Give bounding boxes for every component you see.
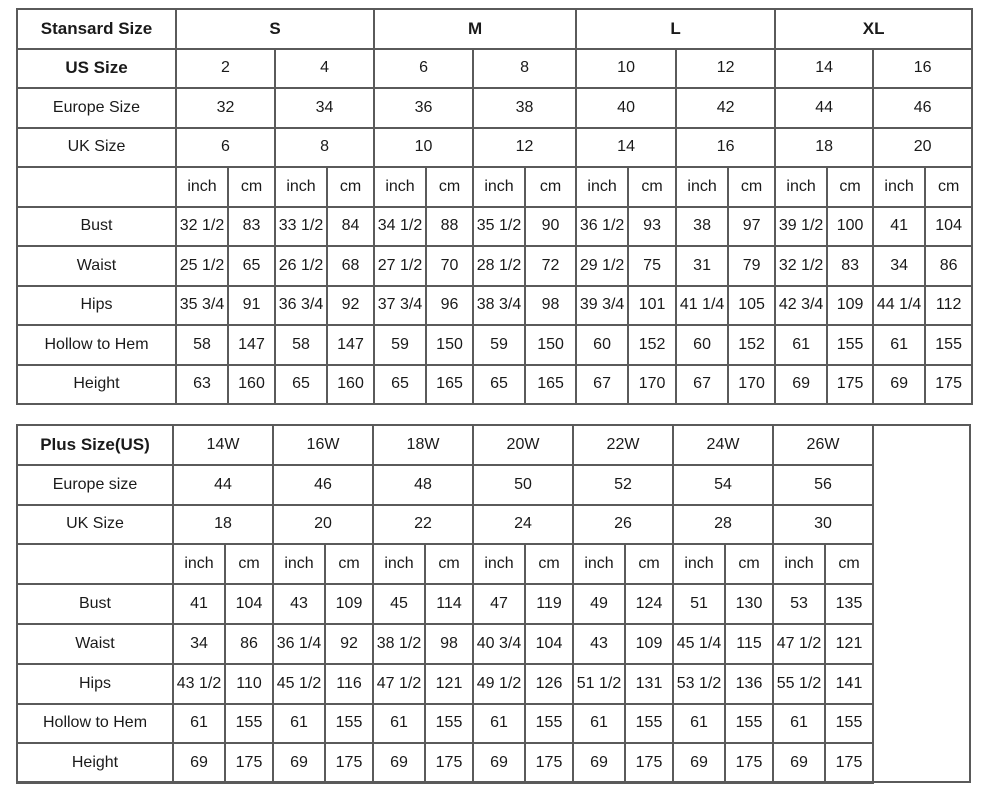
measure-inch-cell: 38 3/4 <box>473 286 525 326</box>
measure-inch-cell: 33 1/2 <box>275 207 327 247</box>
measure-cm-cell: 97 <box>728 207 775 247</box>
unit-cm: cm <box>827 167 873 207</box>
europe-size-label: Europe Size <box>17 88 176 128</box>
unit-inch: inch <box>173 544 225 584</box>
measure-inch-cell: 58 <box>176 325 228 365</box>
us-size-cell: 16 <box>873 49 972 89</box>
measure-inch-cell: 69 <box>273 743 325 783</box>
measure-inch-cell: 61 <box>873 325 925 365</box>
measure-inch-cell: 34 <box>873 246 925 286</box>
measure-label: Hollow to Hem <box>17 325 176 365</box>
measure-cm-cell: 175 <box>725 743 773 783</box>
measure-cm-cell: 68 <box>327 246 374 286</box>
plus-measure-row <box>17 704 972 744</box>
measure-inch-cell: 28 1/2 <box>473 246 525 286</box>
measure-inch-cell: 61 <box>673 704 725 744</box>
measure-label: Waist <box>17 246 176 286</box>
measure-cm-cell: 175 <box>925 365 972 405</box>
measure-cm-cell: 119 <box>525 584 573 624</box>
measure-inch-cell: 26 1/2 <box>275 246 327 286</box>
measure-inch-cell: 25 1/2 <box>176 246 228 286</box>
measure-inch-cell: 69 <box>873 365 925 405</box>
europe-size-cell: 44 <box>775 88 873 128</box>
plus-europe-cell: 50 <box>473 465 573 505</box>
measure-cm-cell: 86 <box>925 246 972 286</box>
measure-label: Height <box>17 743 173 783</box>
measure-inch-cell: 51 1/2 <box>573 664 625 704</box>
measure-cm-cell: 121 <box>425 664 473 704</box>
measure-cm-cell: 70 <box>426 246 473 286</box>
measure-cm-cell: 83 <box>228 207 275 247</box>
plus-uk-cell: 24 <box>473 505 573 545</box>
plus-uk-cell: 22 <box>373 505 473 545</box>
measure-cm-cell: 92 <box>325 624 373 664</box>
measure-inch-cell: 44 1/4 <box>873 286 925 326</box>
uk-size-cell: 6 <box>176 128 275 168</box>
plus-us-cell: 26W <box>773 425 873 465</box>
measure-cm-cell: 110 <box>225 664 273 704</box>
measure-cm-cell: 160 <box>327 365 374 405</box>
unit-cm: cm <box>628 167 676 207</box>
measure-cm-cell: 155 <box>525 704 573 744</box>
measure-cm-cell: 155 <box>625 704 673 744</box>
plus-us-row <box>17 425 972 465</box>
us-size-label: US Size <box>17 49 176 89</box>
measure-cm-cell: 72 <box>525 246 576 286</box>
unit-cm: cm <box>925 167 972 207</box>
measure-cm-cell: 141 <box>825 664 873 704</box>
plus-us-cell: 16W <box>273 425 373 465</box>
plus-europe-cell: 56 <box>773 465 873 505</box>
plus-measure-row <box>17 624 972 664</box>
us-size-row <box>17 49 972 89</box>
measure-cm-cell: 152 <box>628 325 676 365</box>
measure-inch-cell: 60 <box>576 325 628 365</box>
measure-label: Bust <box>17 584 173 624</box>
measure-inch-cell: 65 <box>275 365 327 405</box>
measure-inch-cell: 53 <box>773 584 825 624</box>
measure-inch-cell: 36 1/2 <box>576 207 628 247</box>
measure-inch-cell: 42 3/4 <box>775 286 827 326</box>
plus-size-label: Plus Size(US) <box>17 425 173 465</box>
measure-inch-cell: 37 3/4 <box>374 286 426 326</box>
europe-size-cell: 32 <box>176 88 275 128</box>
measure-cm-cell: 104 <box>925 207 972 247</box>
measure-label: Height <box>17 365 176 405</box>
measure-cm-cell: 96 <box>426 286 473 326</box>
measure-inch-cell: 36 1/4 <box>273 624 325 664</box>
uk-size-cell: 10 <box>374 128 473 168</box>
measure-inch-cell: 41 <box>173 584 225 624</box>
measure-cm-cell: 104 <box>525 624 573 664</box>
measure-cm-cell: 155 <box>825 704 873 744</box>
europe-size-row <box>17 88 972 128</box>
measure-cm-cell: 155 <box>325 704 373 744</box>
measure-inch-cell: 53 1/2 <box>673 664 725 704</box>
measure-cm-cell: 130 <box>725 584 773 624</box>
measure-inch-cell: 45 <box>373 584 425 624</box>
size-l-header: L <box>576 9 775 49</box>
unit-inch: inch <box>775 167 827 207</box>
standard-measure-row <box>17 286 972 326</box>
measure-inch-cell: 47 <box>473 584 525 624</box>
plus-size-table <box>16 424 972 784</box>
plus-us-cell: 24W <box>673 425 773 465</box>
plus-europe-label: Europe size <box>17 465 173 505</box>
uk-size-cell: 16 <box>676 128 775 168</box>
unit-cm: cm <box>625 544 673 584</box>
unit-inch: inch <box>576 167 628 207</box>
measure-cm-cell: 165 <box>426 365 473 405</box>
unit-cm: cm <box>426 167 473 207</box>
measure-label: Waist <box>17 624 173 664</box>
unit-cm: cm <box>425 544 473 584</box>
plus-uk-cell: 20 <box>273 505 373 545</box>
measure-cm-cell: 91 <box>228 286 275 326</box>
uk-size-cell: 18 <box>775 128 873 168</box>
plus-measure-row <box>17 584 972 624</box>
measure-inch-cell: 65 <box>473 365 525 405</box>
size-s-header: S <box>176 9 374 49</box>
measure-cm-cell: 92 <box>327 286 374 326</box>
measure-cm-cell: 175 <box>525 743 573 783</box>
unit-inch: inch <box>676 167 728 207</box>
measure-inch-cell: 47 1/2 <box>373 664 425 704</box>
plus-us-cell: 18W <box>373 425 473 465</box>
unit-inch: inch <box>573 544 625 584</box>
standard-size-header: Stansard Size <box>17 9 176 49</box>
unit-cm: cm <box>728 167 775 207</box>
measure-cm-cell: 170 <box>628 365 676 405</box>
unit-cm: cm <box>825 544 873 584</box>
measure-inch-cell: 47 1/2 <box>773 624 825 664</box>
measure-inch-cell: 51 <box>673 584 725 624</box>
measure-inch-cell: 45 1/4 <box>673 624 725 664</box>
measure-inch-cell: 32 1/2 <box>176 207 228 247</box>
size-letter-row <box>17 9 972 49</box>
unit-inch: inch <box>673 544 725 584</box>
measure-inch-cell: 43 <box>273 584 325 624</box>
measure-cm-cell: 84 <box>327 207 374 247</box>
measure-inch-cell: 41 1/4 <box>676 286 728 326</box>
uk-size-cell: 20 <box>873 128 972 168</box>
plus-europe-cell: 44 <box>173 465 273 505</box>
plus-measure-row <box>17 743 972 783</box>
unit-cm: cm <box>525 167 576 207</box>
unit-cm: cm <box>228 167 275 207</box>
measure-inch-cell: 34 <box>173 624 225 664</box>
measure-inch-cell: 32 1/2 <box>775 246 827 286</box>
plus-uk-cell: 18 <box>173 505 273 545</box>
plus-uk-cell: 26 <box>573 505 673 545</box>
measure-inch-cell: 63 <box>176 365 228 405</box>
unit-inch: inch <box>273 544 325 584</box>
measure-cm-cell: 121 <box>825 624 873 664</box>
measure-inch-cell: 61 <box>173 704 225 744</box>
europe-size-cell: 38 <box>473 88 576 128</box>
us-size-cell: 6 <box>374 49 473 89</box>
measure-cm-cell: 114 <box>425 584 473 624</box>
measure-cm-cell: 79 <box>728 246 775 286</box>
unit-inch: inch <box>374 167 426 207</box>
measure-cm-cell: 116 <box>325 664 373 704</box>
size-m-header: M <box>374 9 576 49</box>
measure-cm-cell: 175 <box>225 743 273 783</box>
measure-inch-cell: 61 <box>273 704 325 744</box>
measure-cm-cell: 88 <box>426 207 473 247</box>
measure-inch-cell: 69 <box>775 365 827 405</box>
unit-row-blank <box>17 167 176 207</box>
us-size-cell: 2 <box>176 49 275 89</box>
measure-cm-cell: 136 <box>725 664 773 704</box>
measure-cm-cell: 105 <box>728 286 775 326</box>
measure-cm-cell: 170 <box>728 365 775 405</box>
measure-inch-cell: 69 <box>173 743 225 783</box>
measure-cm-cell: 135 <box>825 584 873 624</box>
measure-cm-cell: 86 <box>225 624 273 664</box>
unit-cm: cm <box>725 544 773 584</box>
measure-inch-cell: 40 3/4 <box>473 624 525 664</box>
measure-inch-cell: 38 <box>676 207 728 247</box>
measure-cm-cell: 126 <box>525 664 573 704</box>
unit-inch: inch <box>773 544 825 584</box>
measure-inch-cell: 67 <box>676 365 728 405</box>
plus-europe-cell: 54 <box>673 465 773 505</box>
measure-inch-cell: 34 1/2 <box>374 207 426 247</box>
standard-measure-row <box>17 207 972 247</box>
us-size-cell: 10 <box>576 49 676 89</box>
us-size-cell: 8 <box>473 49 576 89</box>
measure-cm-cell: 165 <box>525 365 576 405</box>
plus-us-cell: 20W <box>473 425 573 465</box>
measure-inch-cell: 49 1/2 <box>473 664 525 704</box>
uk-size-cell: 12 <box>473 128 576 168</box>
measure-inch-cell: 43 <box>573 624 625 664</box>
measure-inch-cell: 45 1/2 <box>273 664 325 704</box>
plus-us-cell: 14W <box>173 425 273 465</box>
plus-europe-cell: 52 <box>573 465 673 505</box>
measure-cm-cell: 65 <box>228 246 275 286</box>
measure-cm-cell: 109 <box>827 286 873 326</box>
measure-inch-cell: 39 1/2 <box>775 207 827 247</box>
measure-cm-cell: 150 <box>525 325 576 365</box>
uk-size-cell: 14 <box>576 128 676 168</box>
measure-inch-cell: 69 <box>773 743 825 783</box>
measure-inch-cell: 69 <box>673 743 725 783</box>
measure-inch-cell: 49 <box>573 584 625 624</box>
unit-inch: inch <box>473 544 525 584</box>
measure-cm-cell: 155 <box>225 704 273 744</box>
plus-uk-label: UK Size <box>17 505 173 545</box>
measure-inch-cell: 67 <box>576 365 628 405</box>
measure-cm-cell: 155 <box>827 325 873 365</box>
unit-row <box>17 167 972 207</box>
measure-inch-cell: 41 <box>873 207 925 247</box>
standard-measure-row <box>17 325 972 365</box>
measure-cm-cell: 98 <box>525 286 576 326</box>
measure-inch-cell: 38 1/2 <box>373 624 425 664</box>
measure-inch-cell: 55 1/2 <box>773 664 825 704</box>
plus-europe-cell: 48 <box>373 465 473 505</box>
us-size-cell: 14 <box>775 49 873 89</box>
standard-measure-row <box>17 246 972 286</box>
unit-inch: inch <box>373 544 425 584</box>
unit-inch: inch <box>873 167 925 207</box>
measure-cm-cell: 112 <box>925 286 972 326</box>
measure-cm-cell: 90 <box>525 207 576 247</box>
europe-size-cell: 46 <box>873 88 972 128</box>
plus-uk-row <box>17 505 972 545</box>
uk-size-cell: 8 <box>275 128 374 168</box>
measure-cm-cell: 160 <box>228 365 275 405</box>
measure-inch-cell: 61 <box>473 704 525 744</box>
measure-inch-cell: 69 <box>573 743 625 783</box>
europe-size-cell: 42 <box>676 88 775 128</box>
plus-empty-area <box>873 425 972 584</box>
plus-measure-row <box>17 664 972 704</box>
unit-inch: inch <box>473 167 525 207</box>
measure-cm-cell: 115 <box>725 624 773 664</box>
europe-size-cell: 34 <box>275 88 374 128</box>
measure-cm-cell: 155 <box>925 325 972 365</box>
us-size-cell: 12 <box>676 49 775 89</box>
measure-inch-cell: 29 1/2 <box>576 246 628 286</box>
measure-cm-cell: 83 <box>827 246 873 286</box>
standard-measure-row <box>17 365 972 405</box>
measure-cm-cell: 104 <box>225 584 273 624</box>
measure-inch-cell: 31 <box>676 246 728 286</box>
measure-inch-cell: 61 <box>775 325 827 365</box>
measure-inch-cell: 59 <box>374 325 426 365</box>
measure-inch-cell: 36 3/4 <box>275 286 327 326</box>
unit-cm: cm <box>325 544 373 584</box>
standard-size-table <box>16 8 973 405</box>
unit-inch: inch <box>176 167 228 207</box>
measure-inch-cell: 39 3/4 <box>576 286 628 326</box>
measure-label: Hips <box>17 286 176 326</box>
measure-inch-cell: 27 1/2 <box>374 246 426 286</box>
unit-cm: cm <box>225 544 273 584</box>
plus-uk-cell: 30 <box>773 505 873 545</box>
measure-cm-cell: 109 <box>325 584 373 624</box>
measure-inch-cell: 58 <box>275 325 327 365</box>
plus-europe-row <box>17 465 972 505</box>
europe-size-cell: 40 <box>576 88 676 128</box>
measure-cm-cell: 98 <box>425 624 473 664</box>
measure-cm-cell: 175 <box>827 365 873 405</box>
us-size-cell: 4 <box>275 49 374 89</box>
measure-cm-cell: 150 <box>426 325 473 365</box>
plus-uk-cell: 28 <box>673 505 773 545</box>
measure-cm-cell: 152 <box>728 325 775 365</box>
measure-cm-cell: 93 <box>628 207 676 247</box>
measure-inch-cell: 35 1/2 <box>473 207 525 247</box>
measure-cm-cell: 131 <box>625 664 673 704</box>
measure-label: Bust <box>17 207 176 247</box>
measure-cm-cell: 147 <box>228 325 275 365</box>
measure-cm-cell: 175 <box>325 743 373 783</box>
europe-size-cell: 36 <box>374 88 473 128</box>
measure-cm-cell: 100 <box>827 207 873 247</box>
plus-europe-cell: 46 <box>273 465 373 505</box>
measure-inch-cell: 69 <box>473 743 525 783</box>
uk-size-row <box>17 128 972 168</box>
measure-cm-cell: 109 <box>625 624 673 664</box>
measure-inch-cell: 59 <box>473 325 525 365</box>
measure-inch-cell: 35 3/4 <box>176 286 228 326</box>
measure-inch-cell: 43 1/2 <box>173 664 225 704</box>
measure-label: Hollow to Hem <box>17 704 173 744</box>
measure-inch-cell: 61 <box>773 704 825 744</box>
uk-size-label: UK Size <box>17 128 176 168</box>
measure-cm-cell: 155 <box>425 704 473 744</box>
measure-cm-cell: 175 <box>425 743 473 783</box>
unit-inch: inch <box>275 167 327 207</box>
measure-inch-cell: 65 <box>374 365 426 405</box>
measure-cm-cell: 124 <box>625 584 673 624</box>
measure-inch-cell: 61 <box>573 704 625 744</box>
measure-inch-cell: 61 <box>373 704 425 744</box>
size-xl-header: XL <box>775 9 972 49</box>
plus-us-cell: 22W <box>573 425 673 465</box>
measure-cm-cell: 101 <box>628 286 676 326</box>
measure-label: Hips <box>17 664 173 704</box>
unit-cm: cm <box>525 544 573 584</box>
unit-cm: cm <box>327 167 374 207</box>
measure-cm-cell: 155 <box>725 704 773 744</box>
measure-inch-cell: 69 <box>373 743 425 783</box>
plus-unit-row <box>17 544 972 584</box>
measure-inch-cell: 60 <box>676 325 728 365</box>
measure-cm-cell: 175 <box>625 743 673 783</box>
measure-cm-cell: 75 <box>628 246 676 286</box>
measure-cm-cell: 175 <box>825 743 873 783</box>
measure-cm-cell: 147 <box>327 325 374 365</box>
plus-unit-row-blank <box>17 544 173 584</box>
